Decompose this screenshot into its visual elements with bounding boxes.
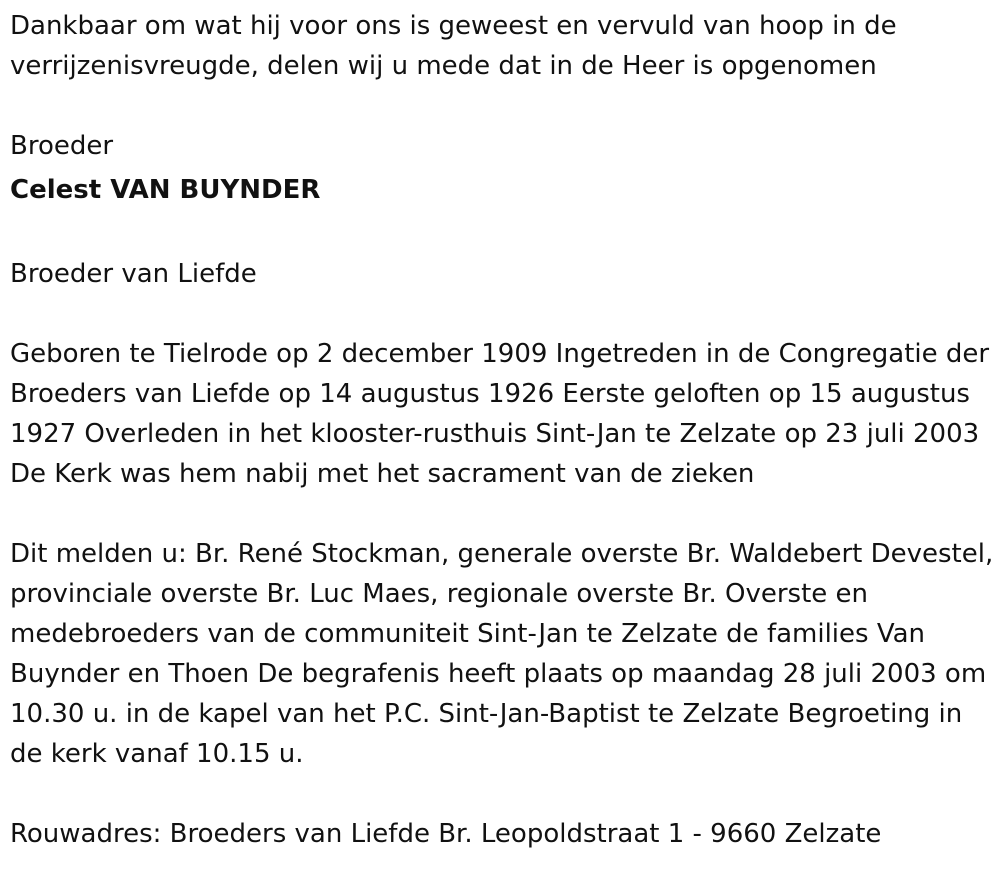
deceased-prefix: Broeder bbox=[10, 131, 114, 161]
spacer bbox=[10, 294, 995, 334]
spacer bbox=[10, 494, 995, 534]
biography-text: Geboren te Tielrode op 2 december 1909 Ingetreden in de Congregatie der Broeders van Liefde op 14 augustus 1926 Eerste geloften op 15 augustus 1927 Overleden in het klooster-rusthuis Sint-Jan te Zelzate op 23 juli 2003 De Kerk was hem nabij met het sacrament van de zieken bbox=[10, 339, 990, 489]
religious-order: Broeder van Liefde bbox=[10, 259, 257, 289]
spacer bbox=[10, 774, 995, 814]
mourning-address: Rouwadres: Broeders van Liefde Br. Leopoldstraat 1 - 9660 Zelzate bbox=[10, 819, 882, 849]
death-notice bbox=[10, 6, 995, 854]
deceased-name: Celest VAN BUYNDER bbox=[10, 175, 321, 205]
intro-text: Dankbaar om wat hij voor ons is geweest en vervuld van hoop in de verrijzenisvreugde, delen wij u mede dat in de Heer is opgenomen bbox=[10, 11, 897, 81]
spacer bbox=[10, 214, 995, 254]
announcement-text: Dit melden u: Br. René Stockman, generale overste Br. Waldebert Devestel, provinciale overste Br. Luc Maes, regionale overste Br. Overste en medebroeders van de communiteit Sint-Jan te Zelzate de families Van Buynder en Thoen De begrafenis heeft plaats op maandag 28 juli 2003 om 10.30 u. in de kapel van het P.C. Sint-Jan-Baptist te Zelzate Begroeting in de kerk vanaf 10.15 u. bbox=[10, 539, 994, 769]
spacer bbox=[10, 86, 995, 126]
